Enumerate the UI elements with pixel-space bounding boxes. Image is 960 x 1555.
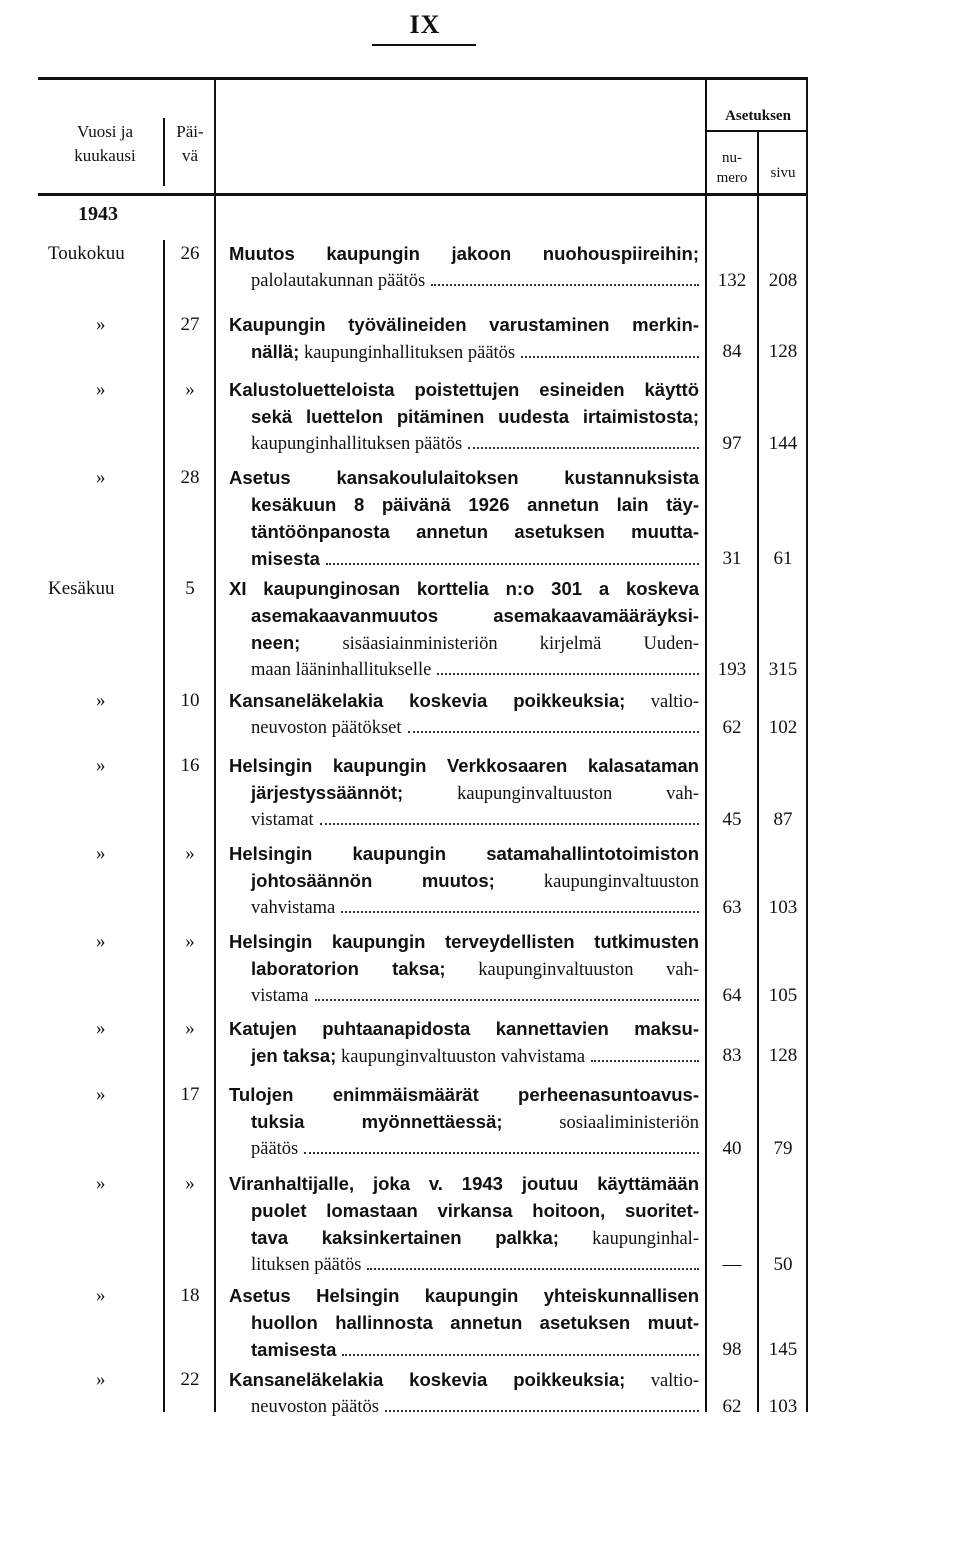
- description-line: [229, 575, 699, 602]
- decree-number-cell: 31: [722, 548, 742, 569]
- description-text: [229, 244, 699, 265]
- description-cell: [229, 752, 699, 833]
- description-cell: [229, 240, 699, 294]
- dot-leader: [367, 1268, 699, 1270]
- description-cell: [229, 1170, 699, 1278]
- decree-number-cell: 132: [717, 270, 747, 291]
- description-line: [229, 928, 699, 955]
- description-line: [229, 267, 699, 294]
- description-text: [251, 1336, 336, 1364]
- description-text: [229, 579, 699, 600]
- description-bold: Kalustoluetteloista poistettujen esineiden käyttö: [229, 379, 699, 400]
- description-text: [251, 1251, 361, 1279]
- description-line: [229, 1282, 699, 1309]
- description-bold: tuksia myönnettäessä;: [251, 1111, 503, 1132]
- dot-leader: [342, 1354, 699, 1356]
- col-line-day-header: [163, 118, 165, 186]
- decree-number-cell: 193: [717, 659, 747, 680]
- description-line: [229, 311, 699, 338]
- description-bold: Viranhaltijalle, joka v. 1943 joutuu käyttämään: [229, 1173, 699, 1194]
- description-text: [251, 1201, 699, 1222]
- header-number-line-1: nu-: [722, 150, 742, 166]
- description-bold: Helsingin kaupungin Verkkosaaren kalasataman: [229, 755, 699, 776]
- description-bold: Helsingin kaupungin satamahallintotoimiston: [229, 843, 699, 864]
- description-cell: [229, 1282, 699, 1363]
- description-bold: Helsingin kaupungin terveydellisten tutkimusten: [229, 931, 699, 952]
- description-cell: [229, 840, 699, 921]
- day-cell: »: [185, 843, 195, 864]
- description-line: [229, 240, 699, 267]
- description-bold: järjestyssäännöt;: [251, 782, 404, 803]
- table-top-rule: [38, 77, 808, 80]
- header-day-line-1: Päi-: [176, 122, 204, 141]
- decree-number-cell: 97: [722, 433, 742, 454]
- col-line-number: [705, 78, 707, 1412]
- decree-page-cell: 144: [768, 433, 798, 454]
- description-line: [229, 1170, 699, 1197]
- description-bold: täntöönpanosta annetun asetuksen muutta-: [251, 521, 699, 542]
- page-number-rule: [372, 44, 476, 46]
- decree-page-cell: 61: [773, 548, 793, 569]
- description-text: [229, 1286, 699, 1307]
- description-line: [229, 376, 699, 403]
- month-cell: »: [96, 690, 106, 711]
- decree-page-cell: 128: [768, 341, 798, 362]
- header-number-line-2: mero: [716, 170, 748, 186]
- description-cell: [229, 1081, 699, 1162]
- col-line-day: [163, 240, 165, 1412]
- table-header-rule: [38, 193, 808, 196]
- description-text: [251, 714, 402, 742]
- description-text: [229, 1174, 699, 1195]
- description-normal: neuvoston päätös: [251, 1397, 379, 1417]
- description-text: [251, 1313, 699, 1334]
- description-normal: kaupunginvaltuuston vah-: [403, 784, 699, 804]
- description-text: [251, 545, 320, 573]
- description-text: [251, 871, 699, 892]
- dot-leader: [385, 1410, 699, 1412]
- col-line-right: [806, 78, 808, 1412]
- description-normal: kaupunginvaltuuston vahvistama: [336, 1047, 586, 1067]
- decree-page-cell: 128: [768, 1045, 798, 1066]
- month-cell: »: [96, 755, 106, 776]
- col-line-desc: [214, 78, 216, 1412]
- day-cell: »: [185, 379, 195, 400]
- description-bold: Asetus kansakoululaitoksen kustannuksista: [229, 467, 699, 488]
- month-cell: »: [96, 1369, 106, 1390]
- decree-page-cell: 50: [773, 1254, 793, 1275]
- month-cell: Toukokuu: [48, 243, 125, 264]
- description-text: [229, 932, 699, 953]
- month-cell: »: [96, 1084, 106, 1105]
- description-line: [229, 403, 699, 430]
- description-normal: kaupunginhal-: [558, 1229, 699, 1249]
- day-cell: 10: [180, 690, 200, 711]
- day-cell: 22: [180, 1369, 200, 1390]
- description-normal: sisäasiainministeriön kirjelmä Uuden-: [300, 634, 699, 654]
- description-line: [229, 602, 699, 629]
- description-line: [229, 687, 699, 714]
- description-normal: lituksen päätös: [251, 1255, 362, 1275]
- description-text: [229, 756, 699, 777]
- description-text: [251, 806, 314, 834]
- month-cell: »: [96, 1285, 106, 1306]
- description-cell: [229, 464, 699, 572]
- description-cell: [229, 376, 699, 457]
- month-cell: Kesäkuu: [48, 578, 115, 599]
- dot-leader: [326, 563, 699, 565]
- description-normal: kaupunginvaltuuston vah-: [445, 960, 699, 980]
- description-text: [229, 1370, 699, 1391]
- description-text: [251, 633, 699, 654]
- description-line: [229, 1081, 699, 1108]
- description-cell: [229, 1015, 699, 1069]
- month-cell: »: [96, 314, 106, 335]
- decree-number-cell: 84: [722, 341, 742, 362]
- month-cell: »: [96, 1173, 106, 1194]
- description-text: [251, 338, 515, 367]
- description-line: [229, 1135, 699, 1162]
- description-normal: vistamat: [251, 810, 314, 830]
- description-bold: nällä;: [251, 341, 300, 362]
- day-cell: »: [185, 1018, 195, 1039]
- description-normal: kaupunginhallituksen päätös: [299, 343, 516, 363]
- decree-page-cell: 103: [768, 897, 798, 918]
- description-line: [229, 656, 699, 683]
- dot-leader: [320, 823, 699, 825]
- decree-number-cell: 40: [722, 1138, 742, 1159]
- description-bold: laboratorion taksa;: [251, 958, 446, 979]
- decree-page-cell: 102: [768, 717, 798, 738]
- description-bold: Muutos kaupungin jakoon nuohouspiireihin;: [229, 243, 699, 264]
- description-line: [229, 629, 699, 656]
- description-text: [229, 844, 699, 865]
- description-line: [229, 1015, 699, 1042]
- day-cell: 17: [180, 1084, 200, 1105]
- decree-number-cell: 62: [722, 717, 742, 738]
- col-line-page: [757, 131, 759, 1412]
- description-normal: maan lääninhallitukselle: [251, 660, 432, 680]
- description-line: [229, 338, 699, 365]
- description-bold: kesäkuun 8 päivänä 1926 annetun lain täy-: [251, 494, 699, 515]
- month-cell: »: [96, 931, 106, 952]
- description-text: [229, 315, 699, 336]
- description-line: [229, 955, 699, 982]
- day-cell: »: [185, 1173, 195, 1194]
- description-normal: valtio-: [625, 1371, 699, 1391]
- description-line: [229, 1336, 699, 1363]
- description-text: [251, 1228, 699, 1249]
- decree-page-cell: 87: [773, 809, 793, 830]
- dot-leader: [437, 673, 699, 675]
- description-line: [229, 1197, 699, 1224]
- description-bold: tava kaksinkertainen palkka;: [251, 1227, 559, 1248]
- decree-page-cell: 79: [773, 1138, 793, 1159]
- description-line: [229, 1309, 699, 1336]
- day-cell: 18: [180, 1285, 200, 1306]
- description-line: [229, 430, 699, 457]
- decree-page-cell: 315: [768, 659, 798, 680]
- description-text: [229, 1085, 699, 1106]
- description-bold: sekä luettelon pitäminen uudesta irtaimistosta;: [251, 406, 699, 427]
- description-line: [229, 1251, 699, 1278]
- description-bold: neen;: [251, 632, 301, 653]
- decree-number-cell: —: [722, 1254, 742, 1275]
- description-bold: asemakaavanmuutos asemakaavamääräyksi-: [251, 605, 699, 626]
- description-text: [251, 656, 431, 684]
- description-normal: päätös: [251, 1139, 299, 1159]
- description-text: [251, 1393, 379, 1421]
- month-cell: »: [96, 379, 106, 400]
- description-line: [229, 518, 699, 545]
- description-line: [229, 1224, 699, 1251]
- description-normal: neuvoston päätökset: [251, 718, 402, 738]
- decree-page-cell: 208: [768, 270, 798, 291]
- description-normal: kaupunginhallituksen päätös: [251, 434, 463, 454]
- description-line: [229, 545, 699, 572]
- description-line: [229, 779, 699, 806]
- description-normal: palolautakunnan päätös: [251, 271, 426, 291]
- description-bold: tamisesta: [251, 1339, 337, 1360]
- description-line: [229, 1393, 699, 1420]
- dot-leader: [468, 447, 699, 449]
- description-line: [229, 1042, 699, 1069]
- description-normal: sosiaaliministeriön: [502, 1113, 700, 1133]
- description-normal: vahvistama: [251, 898, 336, 918]
- description-text: [251, 495, 699, 516]
- description-line: [229, 806, 699, 833]
- description-cell: [229, 1366, 699, 1420]
- dot-leader: [304, 1152, 699, 1154]
- description-cell: [229, 687, 699, 741]
- day-cell: 28: [180, 467, 200, 488]
- header-day-line-2: vä: [181, 146, 199, 165]
- description-bold: Kansaneläkelakia koskevia poikkeuksia;: [229, 1369, 626, 1390]
- description-text: [251, 407, 699, 428]
- header-year-month: Vuosi ja kuukausi: [74, 122, 136, 165]
- description-text: [251, 522, 699, 543]
- description-line: [229, 752, 699, 779]
- description-text: [251, 982, 309, 1010]
- description-line: [229, 894, 699, 921]
- description-text: [251, 783, 699, 804]
- month-cell: »: [96, 467, 106, 488]
- description-bold: puolet lomastaan virkansa hoitoon, suoritet-: [251, 1200, 699, 1221]
- decree-number-cell: 63: [722, 897, 742, 918]
- description-line: [229, 1366, 699, 1393]
- description-bold: Tulojen enimmäismäärät perheenasuntoavus-: [229, 1084, 699, 1105]
- month-cell: »: [96, 1018, 106, 1039]
- dot-leader: [408, 731, 699, 733]
- day-cell: 26: [180, 243, 200, 264]
- description-bold: Kansaneläkelakia koskevia poikkeuksia;: [229, 690, 626, 711]
- day-cell: »: [185, 931, 195, 952]
- description-bold: johtosäännön muutos;: [251, 870, 495, 891]
- description-text: [229, 468, 699, 489]
- description-text: [251, 267, 425, 295]
- description-line: [229, 464, 699, 491]
- description-text: [251, 606, 699, 627]
- decree-number-cell: 45: [722, 809, 742, 830]
- description-bold: Asetus Helsingin kaupungin yhteiskunnallisen: [229, 1285, 699, 1306]
- decree-page-cell: 103: [768, 1396, 798, 1417]
- description-normal: vistama: [251, 986, 309, 1006]
- decree-page-cell: 145: [768, 1339, 798, 1360]
- description-bold: jen taksa;: [251, 1045, 337, 1066]
- dot-leader: [591, 1060, 699, 1062]
- description-text: [251, 894, 335, 922]
- dot-leader: [341, 911, 699, 913]
- description-text: [251, 1135, 298, 1163]
- description-bold: huollon hallinnosta annetun asetuksen muut-: [251, 1312, 699, 1333]
- description-text: [251, 1112, 699, 1133]
- year-heading: 1943: [78, 203, 118, 225]
- description-normal: valtio-: [625, 692, 699, 712]
- dot-leader: [521, 356, 699, 358]
- description-bold: misesta: [251, 548, 320, 569]
- description-text: [251, 959, 699, 980]
- description-line: [229, 1108, 699, 1135]
- header-decree: Asetuksen: [725, 108, 791, 124]
- decree-number-cell: 62: [722, 1396, 742, 1417]
- page-number: IX: [409, 10, 441, 39]
- description-text: [229, 691, 699, 712]
- description-text: [251, 430, 462, 458]
- description-text: [229, 380, 699, 401]
- day-cell: 27: [180, 314, 200, 335]
- description-line: [229, 840, 699, 867]
- dot-leader: [431, 284, 699, 286]
- decree-number-cell: 64: [722, 985, 742, 1006]
- day-cell: 16: [180, 755, 200, 776]
- decree-page-cell: 105: [768, 985, 798, 1006]
- dot-leader: [315, 999, 699, 1001]
- description-text: [251, 1042, 585, 1071]
- description-line: [229, 867, 699, 894]
- decree-number-cell: 98: [722, 1339, 742, 1360]
- description-line: [229, 982, 699, 1009]
- description-bold: Katujen puhtaanapidosta kannettavien maksu-: [229, 1018, 699, 1039]
- description-bold: XI kaupunginosan korttelia n:o 301 a koskeva: [229, 578, 699, 599]
- description-bold: Kaupungin työvälineiden varustaminen merkin-: [229, 314, 699, 335]
- description-text: [229, 1019, 699, 1040]
- decree-number-cell: 83: [722, 1045, 742, 1066]
- header-page: sivu: [770, 165, 796, 181]
- description-cell: [229, 928, 699, 1009]
- description-line: [229, 491, 699, 518]
- description-cell: [229, 575, 699, 683]
- month-cell: »: [96, 843, 106, 864]
- description-normal: kaupunginvaltuuston: [494, 872, 699, 892]
- day-cell: 5: [185, 578, 195, 599]
- description-line: [229, 714, 699, 741]
- description-cell: [229, 311, 699, 365]
